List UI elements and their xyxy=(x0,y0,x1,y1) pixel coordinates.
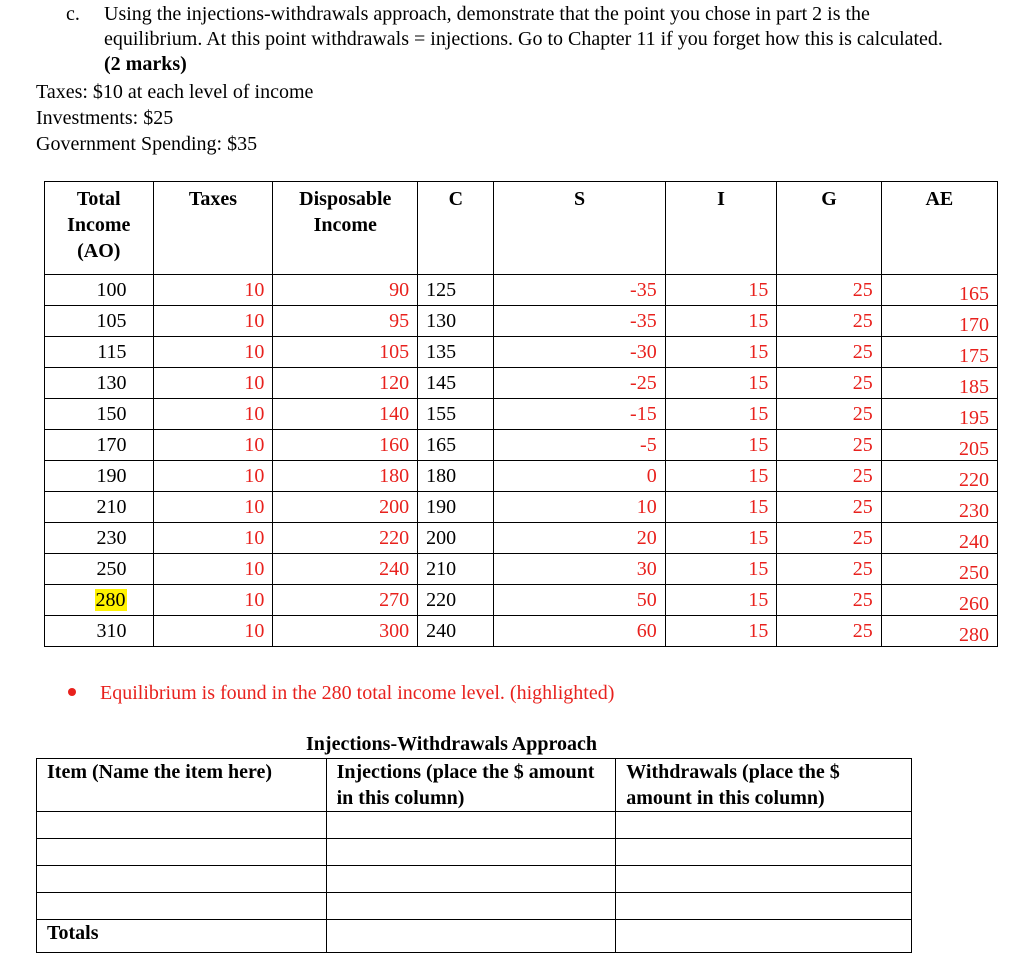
equilibrium-note xyxy=(68,682,614,705)
header-g: G xyxy=(777,182,881,275)
cell-ae xyxy=(881,554,997,585)
given-government: Government Spending: $35 xyxy=(36,133,258,155)
value-disposable-income: 240 xyxy=(379,558,410,580)
iw-blank-row xyxy=(37,893,912,920)
table-body xyxy=(45,275,998,647)
cell-ae xyxy=(881,368,997,399)
value-s: 30 xyxy=(636,558,657,580)
value-c: 130 xyxy=(426,310,457,332)
header-taxes: Taxes xyxy=(153,182,273,275)
value-c: 155 xyxy=(426,403,457,425)
value-total-income: 310 xyxy=(96,620,127,642)
cell-total-income xyxy=(45,275,154,306)
value-i: 15 xyxy=(748,496,769,518)
value-c: 190 xyxy=(426,496,457,518)
value-i: 15 xyxy=(748,589,769,611)
value-g: 25 xyxy=(852,434,873,456)
value-disposable-income: 140 xyxy=(379,403,410,425)
cell-ae xyxy=(881,275,997,306)
cell-i xyxy=(665,399,777,430)
table-row xyxy=(45,368,998,399)
value-ae: 280 xyxy=(959,624,989,646)
value-s: 50 xyxy=(636,589,657,611)
value-c: 200 xyxy=(426,527,457,549)
cell-disposable-income xyxy=(273,368,418,399)
value-i: 15 xyxy=(748,434,769,456)
cell-c xyxy=(418,337,494,368)
cell-disposable-income xyxy=(273,523,418,554)
cell-total-income xyxy=(45,368,154,399)
given-investments: Investments: $25 xyxy=(36,107,174,129)
value-disposable-income: 200 xyxy=(379,496,410,518)
cell-g xyxy=(777,399,881,430)
iw-cell[interactable] xyxy=(326,920,616,953)
cell-disposable-income xyxy=(273,585,418,616)
cell-s xyxy=(494,368,665,399)
cell-s xyxy=(494,616,665,647)
value-taxes: 10 xyxy=(244,434,265,456)
header-i: I xyxy=(665,182,777,275)
table-row xyxy=(45,275,998,306)
iw-totals-row xyxy=(37,920,912,953)
cell-s xyxy=(494,585,665,616)
cell-i xyxy=(665,585,777,616)
cell-taxes xyxy=(153,523,273,554)
cell-disposable-income xyxy=(273,275,418,306)
value-i: 15 xyxy=(748,558,769,580)
cell-taxes xyxy=(153,461,273,492)
cell-ae xyxy=(881,461,997,492)
table-row xyxy=(45,585,998,616)
cell-s xyxy=(494,306,665,337)
value-c: 165 xyxy=(426,434,457,456)
cell-s xyxy=(494,492,665,523)
cell-ae xyxy=(881,523,997,554)
cell-g xyxy=(777,306,881,337)
value-total-income: 280 xyxy=(95,589,126,611)
cell-s xyxy=(494,523,665,554)
value-i: 15 xyxy=(748,310,769,332)
value-total-income: 105 xyxy=(96,310,127,332)
value-disposable-income: 105 xyxy=(379,341,410,363)
table-row xyxy=(45,492,998,523)
iw-cell[interactable] xyxy=(326,866,616,893)
value-c: 125 xyxy=(426,279,457,301)
note-text: Equilibrium is found in the 280 total income level. (highlighted) xyxy=(100,682,615,704)
iw-blank-row xyxy=(37,812,912,839)
value-s: 60 xyxy=(636,620,657,642)
cell-s xyxy=(494,461,665,492)
cell-g xyxy=(777,430,881,461)
value-disposable-income: 90 xyxy=(389,279,410,301)
table-row xyxy=(45,430,998,461)
cell-g xyxy=(777,275,881,306)
cell-i xyxy=(665,461,777,492)
cell-i xyxy=(665,554,777,585)
value-c: 145 xyxy=(426,372,457,394)
value-c: 240 xyxy=(426,620,457,642)
cell-c xyxy=(418,616,494,647)
cell-c xyxy=(418,523,494,554)
value-g: 25 xyxy=(852,558,873,580)
iw-cell[interactable] xyxy=(326,812,616,839)
cell-taxes xyxy=(153,399,273,430)
value-total-income: 170 xyxy=(96,434,127,456)
value-total-income: 230 xyxy=(96,527,127,549)
cell-g xyxy=(777,337,881,368)
value-s: -15 xyxy=(630,403,657,425)
value-ae: 195 xyxy=(959,407,989,429)
value-s: -35 xyxy=(630,279,657,301)
cell-c xyxy=(418,275,494,306)
value-s: 0 xyxy=(646,465,657,487)
iw-cell[interactable] xyxy=(37,839,327,866)
cell-ae xyxy=(881,430,997,461)
value-i: 15 xyxy=(748,465,769,487)
cell-disposable-income xyxy=(273,461,418,492)
table-row xyxy=(45,616,998,647)
value-c: 135 xyxy=(426,341,457,363)
iw-totals-label: Totals xyxy=(37,920,327,953)
value-disposable-income: 95 xyxy=(389,310,410,332)
value-s: -5 xyxy=(640,434,657,456)
value-disposable-income: 300 xyxy=(379,620,410,642)
value-i: 15 xyxy=(748,403,769,425)
bullet-icon xyxy=(68,688,76,696)
header-c: C xyxy=(418,182,494,275)
value-taxes: 10 xyxy=(244,279,265,301)
iw-cell[interactable] xyxy=(37,893,327,920)
cell-taxes xyxy=(153,585,273,616)
cell-taxes xyxy=(153,430,273,461)
header-total-income: Total Income (AO) xyxy=(45,182,154,275)
table-header-row xyxy=(45,182,998,275)
value-total-income: 210 xyxy=(96,496,127,518)
question-marks: (2 marks) xyxy=(104,53,187,75)
cell-total-income xyxy=(45,399,154,430)
cell-g xyxy=(777,461,881,492)
cell-i xyxy=(665,306,777,337)
iw-blank-row xyxy=(37,866,912,893)
cell-taxes xyxy=(153,492,273,523)
question-text xyxy=(104,2,944,77)
iw-cell[interactable] xyxy=(616,893,912,920)
table-row xyxy=(45,399,998,430)
iw-header-withdrawals: Withdrawals (place the $ amount in this column) xyxy=(616,759,912,812)
value-disposable-income: 180 xyxy=(379,465,410,487)
cell-g xyxy=(777,554,881,585)
cell-total-income xyxy=(45,492,154,523)
cell-i xyxy=(665,523,777,554)
iw-cell[interactable] xyxy=(37,812,327,839)
cell-ae xyxy=(881,337,997,368)
value-ae: 230 xyxy=(959,500,989,522)
value-ae: 170 xyxy=(959,314,989,336)
cell-total-income xyxy=(45,585,154,616)
cell-s xyxy=(494,337,665,368)
value-s: 10 xyxy=(636,496,657,518)
cell-s xyxy=(494,275,665,306)
value-i: 15 xyxy=(748,279,769,301)
cell-disposable-income xyxy=(273,306,418,337)
value-ae: 185 xyxy=(959,376,989,398)
cell-c xyxy=(418,306,494,337)
value-taxes: 10 xyxy=(244,589,265,611)
iw-table-title: Injections-Withdrawals Approach xyxy=(306,733,597,755)
iw-header-item: Item (Name the item here) xyxy=(37,759,327,812)
value-g: 25 xyxy=(852,527,873,549)
cell-i xyxy=(665,275,777,306)
value-ae: 240 xyxy=(959,531,989,553)
value-g: 25 xyxy=(852,310,873,332)
value-i: 15 xyxy=(748,372,769,394)
value-total-income: 250 xyxy=(96,558,127,580)
cell-i xyxy=(665,337,777,368)
iw-cell[interactable] xyxy=(616,920,912,953)
cell-g xyxy=(777,523,881,554)
question-body: Using the injections-withdrawals approach, demonstrate that the point you chose in part 2 is the equilibrium. At this point withdrawals = injections. Go to Chapter 11 if you forget how this is calculated. xyxy=(104,3,943,50)
cell-g xyxy=(777,585,881,616)
given-taxes: Taxes: $10 at each level of income xyxy=(36,81,314,103)
cell-disposable-income xyxy=(273,399,418,430)
cell-ae xyxy=(881,399,997,430)
cell-total-income xyxy=(45,430,154,461)
cell-i xyxy=(665,368,777,399)
cell-taxes xyxy=(153,554,273,585)
cell-taxes xyxy=(153,616,273,647)
cell-total-income xyxy=(45,306,154,337)
value-g: 25 xyxy=(852,279,873,301)
cell-total-income xyxy=(45,337,154,368)
value-s: 20 xyxy=(636,527,657,549)
value-g: 25 xyxy=(852,620,873,642)
value-total-income: 190 xyxy=(96,465,127,487)
value-i: 15 xyxy=(748,341,769,363)
value-taxes: 10 xyxy=(244,465,265,487)
value-taxes: 10 xyxy=(244,310,265,332)
cell-total-income xyxy=(45,523,154,554)
value-g: 25 xyxy=(852,589,873,611)
header-s: S xyxy=(494,182,665,275)
table-row xyxy=(45,554,998,585)
cell-c xyxy=(418,492,494,523)
cell-g xyxy=(777,492,881,523)
cell-ae xyxy=(881,585,997,616)
cell-total-income xyxy=(45,616,154,647)
iw-header-injections: Injections (place the $ amount in this column) xyxy=(326,759,616,812)
cell-disposable-income xyxy=(273,337,418,368)
header-ae: AE xyxy=(881,182,997,275)
table-row xyxy=(45,523,998,554)
cell-i xyxy=(665,430,777,461)
cell-total-income xyxy=(45,461,154,492)
value-c: 210 xyxy=(426,558,457,580)
iw-cell[interactable] xyxy=(616,839,912,866)
table-row xyxy=(45,461,998,492)
iw-cell[interactable] xyxy=(37,866,327,893)
value-c: 180 xyxy=(426,465,457,487)
value-disposable-income: 220 xyxy=(379,527,410,549)
value-disposable-income: 120 xyxy=(379,372,410,394)
value-c: 220 xyxy=(426,589,457,611)
value-i: 15 xyxy=(748,620,769,642)
cell-disposable-income xyxy=(273,492,418,523)
iw-cell[interactable] xyxy=(326,893,616,920)
table-row xyxy=(45,337,998,368)
value-disposable-income: 270 xyxy=(379,589,410,611)
iw-cell[interactable] xyxy=(616,866,912,893)
cell-c xyxy=(418,399,494,430)
cell-taxes xyxy=(153,337,273,368)
value-g: 25 xyxy=(852,465,873,487)
value-ae: 175 xyxy=(959,345,989,367)
value-s: -35 xyxy=(630,310,657,332)
question-letter: c. xyxy=(66,3,80,25)
cell-g xyxy=(777,616,881,647)
injections-withdrawals-table xyxy=(36,758,912,953)
value-g: 25 xyxy=(852,403,873,425)
cell-total-income xyxy=(45,554,154,585)
cell-i xyxy=(665,616,777,647)
cell-i xyxy=(665,492,777,523)
value-g: 25 xyxy=(852,372,873,394)
value-g: 25 xyxy=(852,496,873,518)
value-taxes: 10 xyxy=(244,403,265,425)
value-ae: 260 xyxy=(959,593,989,615)
iw-cell[interactable] xyxy=(616,812,912,839)
cell-taxes xyxy=(153,275,273,306)
cell-disposable-income xyxy=(273,616,418,647)
cell-g xyxy=(777,368,881,399)
value-s: -30 xyxy=(630,341,657,363)
cell-c xyxy=(418,368,494,399)
cell-taxes xyxy=(153,368,273,399)
cell-s xyxy=(494,399,665,430)
value-total-income: 150 xyxy=(96,403,127,425)
cell-c xyxy=(418,430,494,461)
value-ae: 205 xyxy=(959,438,989,460)
iw-blank-row xyxy=(37,839,912,866)
cell-s xyxy=(494,554,665,585)
value-total-income: 130 xyxy=(96,372,127,394)
value-taxes: 10 xyxy=(244,527,265,549)
cell-ae xyxy=(881,492,997,523)
value-s: -25 xyxy=(630,372,657,394)
iw-cell[interactable] xyxy=(326,839,616,866)
income-table xyxy=(44,181,998,647)
value-total-income: 100 xyxy=(96,279,127,301)
value-taxes: 10 xyxy=(244,620,265,642)
cell-disposable-income xyxy=(273,430,418,461)
value-disposable-income: 160 xyxy=(379,434,410,456)
value-taxes: 10 xyxy=(244,496,265,518)
value-ae: 220 xyxy=(959,469,989,491)
cell-ae xyxy=(881,306,997,337)
cell-c xyxy=(418,554,494,585)
cell-taxes xyxy=(153,306,273,337)
header-disposable-income: Disposable Income xyxy=(273,182,418,275)
value-taxes: 10 xyxy=(244,372,265,394)
value-total-income: 115 xyxy=(97,341,127,363)
value-taxes: 10 xyxy=(244,558,265,580)
value-ae: 165 xyxy=(959,283,989,305)
cell-c xyxy=(418,461,494,492)
table-row xyxy=(45,306,998,337)
cell-ae xyxy=(881,616,997,647)
cell-disposable-income xyxy=(273,554,418,585)
cell-c xyxy=(418,585,494,616)
value-g: 25 xyxy=(852,341,873,363)
value-ae: 250 xyxy=(959,562,989,584)
iw-header-row xyxy=(37,759,912,812)
value-i: 15 xyxy=(748,527,769,549)
value-taxes: 10 xyxy=(244,341,265,363)
cell-s xyxy=(494,430,665,461)
